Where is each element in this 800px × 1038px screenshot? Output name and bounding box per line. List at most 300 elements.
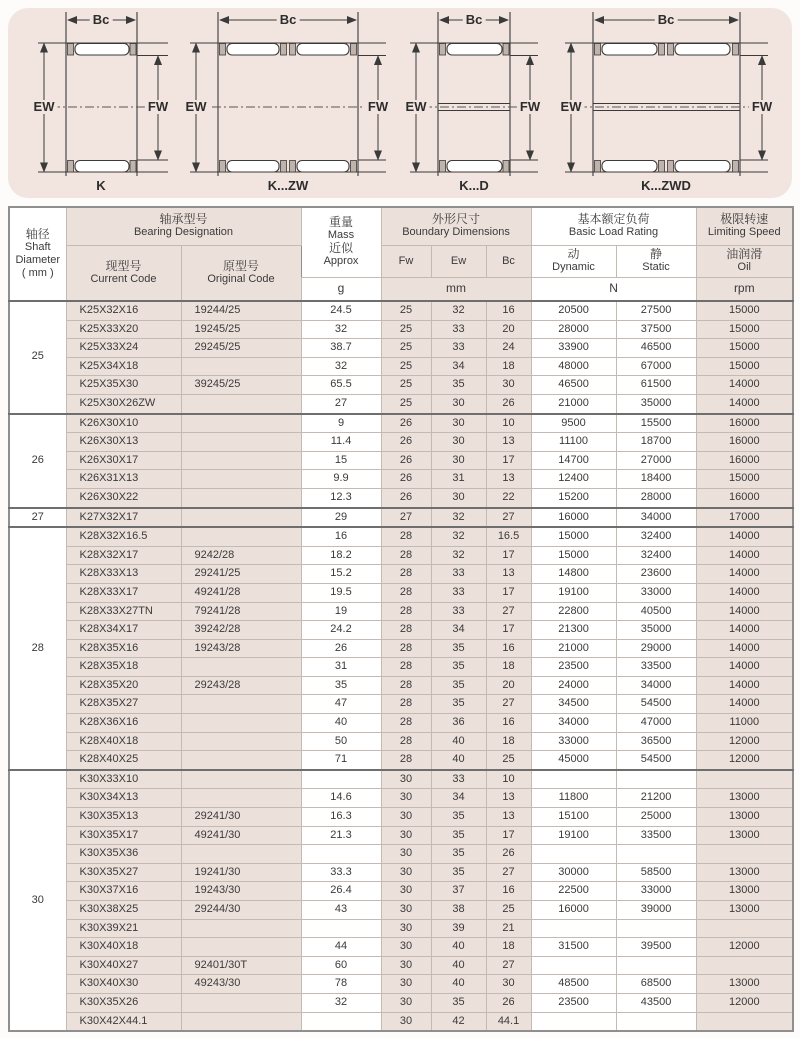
fw-cell: 25 xyxy=(381,301,431,320)
bc-cell: 27 xyxy=(486,863,531,882)
original-code-cell xyxy=(181,1012,301,1031)
table-row xyxy=(9,1012,793,1031)
table-row xyxy=(9,639,793,658)
dynamic-load-cell: 16000 xyxy=(531,901,616,920)
fw-cell: 28 xyxy=(381,527,431,546)
col-header-original-code: 原型号 Original Code xyxy=(181,245,301,301)
ew-dimension-label: EW xyxy=(31,100,58,114)
dynamic-load-cell: 23500 xyxy=(531,993,616,1012)
table-row xyxy=(9,394,793,413)
bc-cell: 26 xyxy=(486,845,531,864)
fw-dimension-label: FW xyxy=(517,100,543,114)
mass-cell: 32 xyxy=(301,320,381,339)
ew-dimension-label: EW xyxy=(558,100,585,114)
bc-cell: 16 xyxy=(486,301,531,320)
limiting-speed-cell: 14000 xyxy=(696,658,793,677)
limiting-speed-cell: 12000 xyxy=(696,751,793,770)
bc-cell: 22 xyxy=(486,488,531,507)
table-row xyxy=(9,919,793,938)
static-load-cell: 32400 xyxy=(616,546,696,565)
table-row xyxy=(9,433,793,452)
table-row xyxy=(9,546,793,565)
dynamic-load-cell: 34000 xyxy=(531,714,616,733)
fw-cell: 30 xyxy=(381,938,431,957)
original-code-cell: 92401/30T xyxy=(181,956,301,975)
limiting-speed-cell: 13000 xyxy=(696,863,793,882)
ew-cell: 30 xyxy=(431,414,486,433)
limiting-speed-cell xyxy=(696,919,793,938)
static-load-cell: 33500 xyxy=(616,826,696,845)
current-code-cell: K30X37X16 xyxy=(66,882,181,901)
table-row xyxy=(9,808,793,827)
dynamic-load-cell: 19100 xyxy=(531,826,616,845)
original-code-cell xyxy=(181,938,301,957)
limiting-speed-cell: 12000 xyxy=(696,993,793,1012)
bc-cell: 10 xyxy=(486,770,531,789)
bc-cell: 17 xyxy=(486,826,531,845)
unit-load-n: N xyxy=(531,277,696,301)
dynamic-load-cell: 46500 xyxy=(531,376,616,395)
original-code-cell xyxy=(181,357,301,376)
ew-cell: 32 xyxy=(431,546,486,565)
dynamic-load-cell: 22800 xyxy=(531,602,616,621)
current-code-cell: K25X33X24 xyxy=(66,339,181,358)
fw-cell: 25 xyxy=(381,376,431,395)
fw-cell: 27 xyxy=(381,508,431,528)
static-load-cell: 34000 xyxy=(616,508,696,528)
fw-cell: 28 xyxy=(381,714,431,733)
static-load-cell: 27500 xyxy=(616,301,696,320)
current-code-cell: K28X34X17 xyxy=(66,621,181,640)
shaft-diameter-cell: 30 xyxy=(9,770,66,1031)
fw-cell: 26 xyxy=(381,488,431,507)
mass-cell xyxy=(301,1012,381,1031)
limiting-speed-cell: 13000 xyxy=(696,808,793,827)
mass-cell: 19 xyxy=(301,602,381,621)
static-load-cell: 15500 xyxy=(616,414,696,433)
ew-cell: 30 xyxy=(431,488,486,507)
bc-cell: 13 xyxy=(486,565,531,584)
original-code-cell: 29245/25 xyxy=(181,339,301,358)
shaft-diameter-cell: 28 xyxy=(9,527,66,770)
table-row xyxy=(9,714,793,733)
mass-cell: 40 xyxy=(301,714,381,733)
dynamic-load-cell: 20500 xyxy=(531,301,616,320)
bc-cell: 18 xyxy=(486,732,531,751)
dynamic-load-cell xyxy=(531,956,616,975)
table-row xyxy=(9,770,793,789)
static-load-cell: 47000 xyxy=(616,714,696,733)
limiting-speed-cell: 14000 xyxy=(696,527,793,546)
current-code-cell: K26X30X10 xyxy=(66,414,181,433)
fw-dimension-label: FW xyxy=(365,100,391,114)
fw-cell: 30 xyxy=(381,789,431,808)
current-code-cell: K26X31X13 xyxy=(66,470,181,489)
bc-cell: 27 xyxy=(486,956,531,975)
static-load-cell: 37500 xyxy=(616,320,696,339)
shaft-diameter-cell: 26 xyxy=(9,414,66,508)
current-code-cell: K28X33X13 xyxy=(66,565,181,584)
static-load-cell: 33000 xyxy=(616,882,696,901)
fw-cell: 25 xyxy=(381,320,431,339)
static-load-cell: 33500 xyxy=(616,658,696,677)
ew-cell: 35 xyxy=(431,845,486,864)
original-code-cell xyxy=(181,845,301,864)
dynamic-load-cell xyxy=(531,770,616,789)
dynamic-load-cell xyxy=(531,1012,616,1031)
static-load-cell: 35000 xyxy=(616,621,696,640)
bc-cell: 17 xyxy=(486,621,531,640)
col-header-dynamic: 动 Dynamic xyxy=(531,245,616,277)
ew-cell: 35 xyxy=(431,808,486,827)
mass-cell xyxy=(301,770,381,789)
bc-cell: 44.1 xyxy=(486,1012,531,1031)
fw-cell: 25 xyxy=(381,394,431,413)
fw-cell: 28 xyxy=(381,658,431,677)
ew-cell: 35 xyxy=(431,695,486,714)
dynamic-load-cell: 15200 xyxy=(531,488,616,507)
mass-cell: 44 xyxy=(301,938,381,957)
original-code-cell xyxy=(181,470,301,489)
static-load-cell: 28000 xyxy=(616,488,696,507)
mass-cell: 32 xyxy=(301,993,381,1012)
bc-cell: 16 xyxy=(486,714,531,733)
current-code-cell: K28X40X25 xyxy=(66,751,181,770)
col-header-fw: Fw xyxy=(381,245,431,277)
original-code-cell xyxy=(181,919,301,938)
current-code-cell: K30X40X18 xyxy=(66,938,181,957)
fw-cell: 28 xyxy=(381,546,431,565)
original-code-cell: 19241/30 xyxy=(181,863,301,882)
mass-cell: 26 xyxy=(301,639,381,658)
static-load-cell: 68500 xyxy=(616,975,696,994)
ew-cell: 35 xyxy=(431,826,486,845)
current-code-cell: K28X33X17 xyxy=(66,583,181,602)
ew-cell: 34 xyxy=(431,621,486,640)
mass-cell: 9.9 xyxy=(301,470,381,489)
dynamic-load-cell: 16000 xyxy=(531,508,616,528)
static-load-cell: 54500 xyxy=(616,751,696,770)
static-load-cell: 67000 xyxy=(616,357,696,376)
mass-cell: 60 xyxy=(301,956,381,975)
fw-cell: 30 xyxy=(381,975,431,994)
col-header-shaft-diameter: 轴径 Shaft Diameter ( mm ) xyxy=(9,207,66,301)
table-row xyxy=(9,993,793,1012)
limiting-speed-cell: 15000 xyxy=(696,301,793,320)
ew-cell: 35 xyxy=(431,639,486,658)
current-code-cell: K30X34X13 xyxy=(66,789,181,808)
current-code-cell: K26X30X13 xyxy=(66,433,181,452)
col-header-basic-load-rating: 基本额定负荷 Basic Load Rating xyxy=(531,207,696,245)
limiting-speed-cell: 14000 xyxy=(696,394,793,413)
current-code-cell: K30X35X13 xyxy=(66,808,181,827)
limiting-speed-cell: 12000 xyxy=(696,938,793,957)
original-code-cell: 19245/25 xyxy=(181,320,301,339)
limiting-speed-cell: 15000 xyxy=(696,320,793,339)
bc-cell: 25 xyxy=(486,901,531,920)
shaft-diameter-cell: 25 xyxy=(9,301,66,414)
limiting-speed-cell: 14000 xyxy=(696,621,793,640)
fw-cell: 30 xyxy=(381,1012,431,1031)
original-code-cell xyxy=(181,695,301,714)
table-row xyxy=(9,863,793,882)
current-code-cell: K28X35X18 xyxy=(66,658,181,677)
static-load-cell: 23600 xyxy=(616,565,696,584)
fw-cell: 30 xyxy=(381,826,431,845)
limiting-speed-cell: 14000 xyxy=(696,639,793,658)
original-code-cell: 9242/28 xyxy=(181,546,301,565)
fw-cell: 26 xyxy=(381,433,431,452)
table-row xyxy=(9,695,793,714)
ew-cell: 38 xyxy=(431,901,486,920)
original-code-cell xyxy=(181,714,301,733)
limiting-speed-cell: 15000 xyxy=(696,357,793,376)
col-header-boundary-dimensions: 外形尺寸 Boundary Dimensions xyxy=(381,207,531,245)
current-code-cell: K30X35X36 xyxy=(66,845,181,864)
mass-cell xyxy=(301,845,381,864)
original-code-cell xyxy=(181,993,301,1012)
col-header-limiting-speed: 极限转速 Limiting Speed xyxy=(696,207,793,245)
current-code-cell: K25X30X26ZW xyxy=(66,394,181,413)
table-row xyxy=(9,376,793,395)
table-row xyxy=(9,956,793,975)
original-code-cell xyxy=(181,451,301,470)
dynamic-load-cell: 9500 xyxy=(531,414,616,433)
current-code-cell: K28X36X16 xyxy=(66,714,181,733)
dynamic-load-cell xyxy=(531,845,616,864)
original-code-cell xyxy=(181,433,301,452)
mass-cell: 24.2 xyxy=(301,621,381,640)
bearing-cross-section-drawings xyxy=(8,8,792,198)
dynamic-load-cell: 21000 xyxy=(531,639,616,658)
ew-cell: 37 xyxy=(431,882,486,901)
ew-cell: 30 xyxy=(431,433,486,452)
limiting-speed-cell: 13000 xyxy=(696,882,793,901)
static-load-cell: 39000 xyxy=(616,901,696,920)
col-header-current-code: 现型号 Current Code xyxy=(66,245,181,301)
table-row xyxy=(9,488,793,507)
dynamic-load-cell: 33000 xyxy=(531,732,616,751)
mass-cell: 43 xyxy=(301,901,381,920)
current-code-cell: K30X42X44.1 xyxy=(66,1012,181,1031)
mass-cell: 11.4 xyxy=(301,433,381,452)
mass-cell: 35 xyxy=(301,676,381,695)
static-load-cell: 35000 xyxy=(616,394,696,413)
static-load-cell: 29000 xyxy=(616,639,696,658)
mass-cell: 33.3 xyxy=(301,863,381,882)
dynamic-load-cell: 23500 xyxy=(531,658,616,677)
static-load-cell xyxy=(616,1012,696,1031)
bc-cell: 30 xyxy=(486,975,531,994)
diagram-caption-kzw: K...ZW xyxy=(267,178,309,193)
limiting-speed-cell: 16000 xyxy=(696,488,793,507)
diagram-caption-kzwd: K...ZWD xyxy=(641,178,691,193)
table-row xyxy=(9,301,793,320)
static-load-cell: 46500 xyxy=(616,339,696,358)
ew-cell: 35 xyxy=(431,676,486,695)
ew-cell: 33 xyxy=(431,565,486,584)
diagram-caption-kd: K...D xyxy=(459,178,489,193)
original-code-cell: 19243/28 xyxy=(181,639,301,658)
bearing-diagrams-panel xyxy=(8,8,792,198)
static-load-cell: 21200 xyxy=(616,789,696,808)
bc-cell: 10 xyxy=(486,414,531,433)
dynamic-load-cell: 11100 xyxy=(531,433,616,452)
original-code-cell xyxy=(181,658,301,677)
dynamic-load-cell: 21300 xyxy=(531,621,616,640)
current-code-cell: K28X40X18 xyxy=(66,732,181,751)
bc-cell: 16 xyxy=(486,882,531,901)
table-row xyxy=(9,901,793,920)
current-code-cell: K28X32X17 xyxy=(66,546,181,565)
dynamic-load-cell: 15000 xyxy=(531,527,616,546)
current-code-cell: K30X35X26 xyxy=(66,993,181,1012)
limiting-speed-cell xyxy=(696,845,793,864)
limiting-speed-cell xyxy=(696,1012,793,1031)
diagram-k-zw xyxy=(190,12,386,176)
ew-cell: 32 xyxy=(431,301,486,320)
dynamic-load-cell: 34500 xyxy=(531,695,616,714)
fw-cell: 30 xyxy=(381,882,431,901)
fw-cell: 30 xyxy=(381,808,431,827)
mass-cell: 21.3 xyxy=(301,826,381,845)
static-load-cell xyxy=(616,956,696,975)
limiting-speed-cell: 14000 xyxy=(696,695,793,714)
original-code-cell: 79241/28 xyxy=(181,602,301,621)
col-header-bearing-designation: 轴承型号 Bearing Designation xyxy=(66,207,301,245)
limiting-speed-cell: 13000 xyxy=(696,901,793,920)
ew-cell: 40 xyxy=(431,938,486,957)
limiting-speed-cell: 16000 xyxy=(696,414,793,433)
fw-cell: 28 xyxy=(381,639,431,658)
col-header-bc: Bc xyxy=(486,245,531,277)
static-load-cell: 32400 xyxy=(616,527,696,546)
mass-cell: 9 xyxy=(301,414,381,433)
fw-cell: 28 xyxy=(381,621,431,640)
fw-cell: 30 xyxy=(381,863,431,882)
ew-cell: 36 xyxy=(431,714,486,733)
col-header-mass-approx: 重量 Mass 近似 Approx xyxy=(301,207,381,277)
bc-cell: 20 xyxy=(486,676,531,695)
mass-cell: 31 xyxy=(301,658,381,677)
current-code-cell: K30X40X30 xyxy=(66,975,181,994)
limiting-speed-cell: 13000 xyxy=(696,826,793,845)
mass-cell: 15.2 xyxy=(301,565,381,584)
bc-dimension-label: Bc xyxy=(463,13,486,27)
fw-cell: 30 xyxy=(381,770,431,789)
current-code-cell: K30X38X25 xyxy=(66,901,181,920)
mass-cell: 15 xyxy=(301,451,381,470)
ew-cell: 32 xyxy=(431,527,486,546)
static-load-cell: 43500 xyxy=(616,993,696,1012)
limiting-speed-cell: 14000 xyxy=(696,676,793,695)
bc-cell: 17 xyxy=(486,546,531,565)
static-load-cell: 40500 xyxy=(616,602,696,621)
dynamic-load-cell: 28000 xyxy=(531,320,616,339)
current-code-cell: K28X33X27TN xyxy=(66,602,181,621)
dynamic-load-cell: 24000 xyxy=(531,676,616,695)
current-code-cell: K26X30X22 xyxy=(66,488,181,507)
ew-cell: 35 xyxy=(431,376,486,395)
current-code-cell: K28X32X16.5 xyxy=(66,527,181,546)
bc-dimension-label: Bc xyxy=(90,13,113,27)
diagram-k xyxy=(34,12,168,176)
dynamic-load-cell: 45000 xyxy=(531,751,616,770)
bc-cell: 18 xyxy=(486,658,531,677)
dynamic-load-cell xyxy=(531,919,616,938)
mass-cell: 78 xyxy=(301,975,381,994)
bc-cell: 13 xyxy=(486,808,531,827)
table-row xyxy=(9,583,793,602)
original-code-cell: 29244/30 xyxy=(181,901,301,920)
fw-cell: 30 xyxy=(381,845,431,864)
ew-cell: 34 xyxy=(431,789,486,808)
bc-cell: 18 xyxy=(486,938,531,957)
diagram-caption-k: K xyxy=(96,178,106,193)
table-row xyxy=(9,676,793,695)
bc-cell: 25 xyxy=(486,751,531,770)
static-load-cell: 25000 xyxy=(616,808,696,827)
ew-cell: 33 xyxy=(431,320,486,339)
ew-cell: 33 xyxy=(431,602,486,621)
table-row xyxy=(9,751,793,770)
original-code-cell: 19243/30 xyxy=(181,882,301,901)
table-row xyxy=(9,451,793,470)
bc-cell: 30 xyxy=(486,376,531,395)
fw-cell: 30 xyxy=(381,993,431,1012)
static-load-cell: 54500 xyxy=(616,695,696,714)
ew-cell: 35 xyxy=(431,863,486,882)
original-code-cell: 19244/25 xyxy=(181,301,301,320)
fw-cell: 25 xyxy=(381,339,431,358)
static-load-cell xyxy=(616,770,696,789)
current-code-cell: K30X39X21 xyxy=(66,919,181,938)
ew-cell: 40 xyxy=(431,975,486,994)
bearing-spec-table-wrap xyxy=(8,206,792,1032)
bearing-spec-table xyxy=(8,206,794,1032)
bc-cell: 16.5 xyxy=(486,527,531,546)
shaft-diameter-cell: 27 xyxy=(9,508,66,528)
bc-dimension-label: Bc xyxy=(277,13,300,27)
original-code-cell: 29241/30 xyxy=(181,808,301,827)
current-code-cell: K30X40X27 xyxy=(66,956,181,975)
mass-cell: 47 xyxy=(301,695,381,714)
fw-cell: 28 xyxy=(381,751,431,770)
fw-cell: 28 xyxy=(381,602,431,621)
table-row xyxy=(9,527,793,546)
original-code-cell xyxy=(181,488,301,507)
original-code-cell xyxy=(181,751,301,770)
static-load-cell xyxy=(616,845,696,864)
current-code-cell: K25X33X20 xyxy=(66,320,181,339)
static-load-cell: 58500 xyxy=(616,863,696,882)
original-code-cell xyxy=(181,414,301,433)
bc-cell: 21 xyxy=(486,919,531,938)
current-code-cell: K27X32X17 xyxy=(66,508,181,528)
current-code-cell: K26X30X17 xyxy=(66,451,181,470)
limiting-speed-cell: 16000 xyxy=(696,433,793,452)
ew-cell: 33 xyxy=(431,770,486,789)
ew-dimension-label: EW xyxy=(403,100,430,114)
ew-dimension-label: EW xyxy=(183,100,210,114)
limiting-speed-cell xyxy=(696,770,793,789)
bc-cell: 20 xyxy=(486,320,531,339)
static-load-cell: 18400 xyxy=(616,470,696,489)
fw-cell: 28 xyxy=(381,695,431,714)
bc-cell: 27 xyxy=(486,602,531,621)
bc-cell: 26 xyxy=(486,394,531,413)
ew-cell: 33 xyxy=(431,339,486,358)
